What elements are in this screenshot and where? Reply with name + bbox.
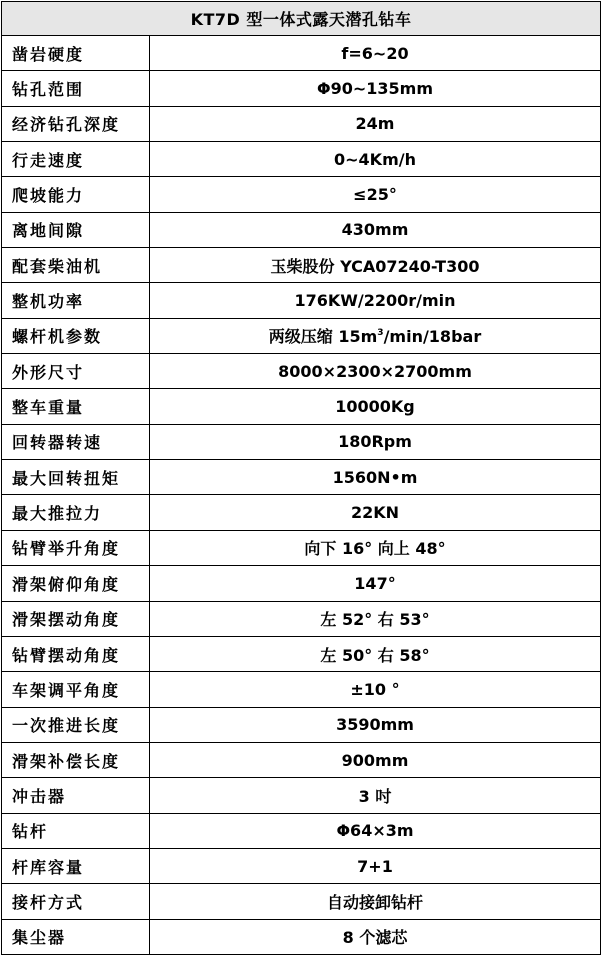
- param-value: 玉柴股份 YCA07240-T300: [150, 248, 601, 283]
- table-row: [2, 177, 601, 212]
- table-row: [2, 389, 601, 424]
- table-row: [2, 424, 601, 459]
- param-value: Φ90~135mm: [150, 71, 601, 106]
- table-row: [2, 530, 601, 565]
- table-title-row: [2, 2, 601, 36]
- param-name: 经济钻孔深度: [2, 106, 150, 141]
- table-row: [2, 707, 601, 742]
- value-suffix: /min/18bar: [383, 327, 482, 347]
- param-name: 螺杆机参数: [2, 318, 150, 353]
- table-title: KT7D 型一体式露天潜孔钻车: [2, 2, 601, 36]
- param-value: 8000×2300×2700mm: [150, 354, 601, 389]
- unit-superscript: 3: [377, 328, 384, 339]
- param-name: 滑架补偿长度: [2, 742, 150, 777]
- table-row: [2, 672, 601, 707]
- param-name: 车架调平角度: [2, 672, 150, 707]
- table-row: [2, 848, 601, 883]
- param-name: 杆库容量: [2, 848, 150, 883]
- table-row: [2, 318, 601, 353]
- param-name: 外形尺寸: [2, 354, 150, 389]
- param-value: 1560N•m: [150, 460, 601, 495]
- spec-table-body: [2, 2, 601, 955]
- param-value: 430mm: [150, 212, 601, 247]
- param-name: 钻杆: [2, 813, 150, 848]
- param-name: 滑架俯仰角度: [2, 566, 150, 601]
- param-value: 176KW/2200r/min: [150, 283, 601, 318]
- table-row: [2, 884, 601, 919]
- param-name: 滑架摆动角度: [2, 601, 150, 636]
- param-value: ≤25°: [150, 177, 601, 212]
- table-row: [2, 71, 601, 106]
- table-row: [2, 919, 601, 954]
- param-value: f=6~20: [150, 36, 601, 71]
- param-name: 行走速度: [2, 142, 150, 177]
- param-value: 900mm: [150, 742, 601, 777]
- table-row: [2, 283, 601, 318]
- param-name: 最大推拉力: [2, 495, 150, 530]
- table-row: [2, 36, 601, 71]
- param-name: 钻孔范围: [2, 71, 150, 106]
- param-name: 整机功率: [2, 283, 150, 318]
- param-value: 3 吋: [150, 778, 601, 813]
- table-row: [2, 106, 601, 141]
- value-prefix: 两级压缩 15m: [268, 327, 378, 347]
- table-row: [2, 813, 601, 848]
- param-name: 配套柴油机: [2, 248, 150, 283]
- table-row: [2, 354, 601, 389]
- param-value: ±10 °: [150, 672, 601, 707]
- param-name: 接杆方式: [2, 884, 150, 919]
- table-row: [2, 142, 601, 177]
- table-row: [2, 636, 601, 671]
- table-row: [2, 495, 601, 530]
- param-value: 180Rpm: [150, 424, 601, 459]
- param-name: 凿岩硬度: [2, 36, 150, 71]
- table-row: [2, 778, 601, 813]
- param-value: 7+1: [150, 848, 601, 883]
- param-value: 左 52° 右 53°: [150, 601, 601, 636]
- param-name: 钻臂摆动角度: [2, 636, 150, 671]
- param-name: 集尘器: [2, 919, 150, 954]
- param-name: 冲击器: [2, 778, 150, 813]
- param-value: 3590mm: [150, 707, 601, 742]
- param-name: 爬坡能力: [2, 177, 150, 212]
- table-row: [2, 460, 601, 495]
- param-value: 8 个滤芯: [150, 919, 601, 954]
- param-value: 0~4Km/h: [150, 142, 601, 177]
- param-name: 最大回转扭矩: [2, 460, 150, 495]
- param-value: 147°: [150, 566, 601, 601]
- param-name: 一次推进长度: [2, 707, 150, 742]
- param-value: Φ64×3m: [150, 813, 601, 848]
- param-name: 钻臂举升角度: [2, 530, 150, 565]
- table-row: [2, 212, 601, 247]
- table-row: [2, 742, 601, 777]
- param-value: 22KN: [150, 495, 601, 530]
- param-value: 向下 16° 向上 48°: [150, 530, 601, 565]
- table-row: [2, 248, 601, 283]
- param-value: 24m: [150, 106, 601, 141]
- param-name: 整车重量: [2, 389, 150, 424]
- param-name: 回转器转速: [2, 424, 150, 459]
- table-row: [2, 601, 601, 636]
- spec-table: [1, 1, 601, 955]
- param-value: 左 50° 右 58°: [150, 636, 601, 671]
- param-name: 离地间隙: [2, 212, 150, 247]
- param-value: 10000Kg: [150, 389, 601, 424]
- param-value: 自动接卸钻杆: [150, 884, 601, 919]
- table-row: [2, 566, 601, 601]
- param-value: [150, 318, 601, 353]
